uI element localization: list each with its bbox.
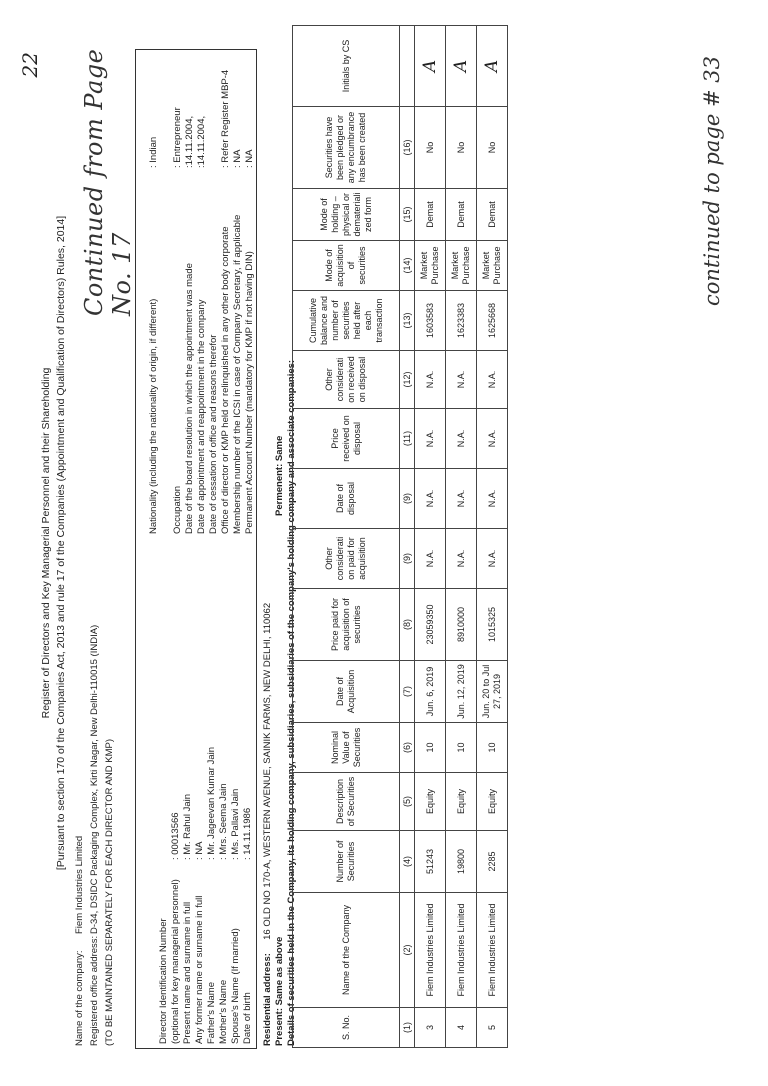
detail-label: Date of the board resolution in which the appointment was made: [184, 263, 195, 534]
cell-description: Equity: [415, 773, 446, 831]
cell-other-paid: N.A.: [446, 529, 477, 589]
office-label: Registered office address:: [89, 935, 100, 1046]
column-number: (14): [400, 241, 415, 291]
column-number: (2): [400, 893, 415, 1008]
director-details-box: [135, 49, 257, 1049]
cell-price-paid: 8910000: [446, 589, 477, 661]
detail-label: Mother's Name: [218, 979, 229, 1044]
detail-label: (optional for key managerial personnel): [170, 879, 181, 1044]
register-title: Register of Directors and Key Managerial Personnel and their Shareholding: [40, 367, 52, 719]
column-number: (5): [400, 773, 415, 831]
detail-label: Membership number of the ICSI in case of Company Secretary, if applicable: [232, 214, 243, 534]
detail-label: Date of appointment and reappointment in the company: [196, 299, 207, 534]
detail-value: :14.11.2004,: [184, 115, 195, 168]
director-right-values: [148, 70, 256, 168]
cell-price-paid: 1015325: [477, 589, 508, 661]
detail-value: : Mr. Rahul Jain: [182, 794, 193, 860]
column-header: S. No.: [293, 1008, 400, 1048]
cell-mode-acq: Market Purchase: [446, 241, 477, 291]
column-header: Name of the Company: [293, 893, 400, 1008]
detail-value: : Refer Register MBP-4: [220, 69, 231, 168]
column-header: Description of Securities: [293, 773, 400, 831]
cell-cumulative: 1625668: [477, 291, 508, 351]
cell-other-received: N.A.: [446, 351, 477, 409]
cell-date-acq: Jun. 12, 2019: [446, 661, 477, 723]
detail-value: [160, 70, 172, 168]
director-left-labels: [158, 879, 254, 1044]
cell-date-acq: Jun. 20 to Jul 27, 2019: [477, 661, 508, 723]
securities-details-label: Details of securities held in the Company, its holding company, subsidiaries, subsidiaries of the company's holding company and associate companies:: [286, 359, 297, 1046]
cell-company: Fiem Industries Limited: [415, 893, 446, 1008]
cell-other-paid: N.A.: [477, 529, 508, 589]
column-number: (7): [400, 661, 415, 723]
detail-value: : Indian: [148, 136, 159, 168]
column-number: (6): [400, 723, 415, 773]
cell-date-disposal: N.A.: [477, 469, 508, 529]
company-info: [72, 625, 117, 1046]
column-header: Mode of holding – physical or demateriali zed form: [293, 189, 400, 241]
column-number: (9): [400, 529, 415, 589]
column-header: Mode of acquisition of securities: [293, 241, 400, 291]
handwritten-continued-from: Continued from Page No. 17: [80, 48, 136, 316]
detail-label: Date of birth: [242, 992, 253, 1044]
detail-value: : 14.11.1986: [242, 807, 253, 860]
cell-sno: 3: [415, 1008, 446, 1048]
column-number: (8): [400, 589, 415, 661]
cell-pledged: No: [446, 107, 477, 189]
register-subtitle: [Pursuant to section 170 of the Companies Act, 2013 and rule 17 of the Companies (Appointment and Qualification of Directors) Rules, 2014]: [55, 215, 67, 871]
column-header: Initials by CS: [293, 26, 400, 107]
director-right-labels: [148, 215, 256, 534]
detail-label: Spouse's Name (If married): [230, 928, 241, 1044]
column-header: Date of Acquisition: [293, 661, 400, 723]
detail-value: :14.11.2004,: [196, 115, 207, 168]
column-header: Price received on disposal: [293, 409, 400, 469]
cell-company: Fiem Industries Limited: [477, 893, 508, 1008]
page-number: 22: [18, 52, 42, 78]
company-name-label: Name of the company:: [74, 950, 85, 1046]
present-address: Present: Same as above: [274, 936, 285, 1046]
securities-table: [292, 25, 508, 1048]
cell-date-disposal: N.A.: [415, 469, 446, 529]
company-name-value: Fiem Industries Limited: [74, 835, 85, 934]
detail-value: : Mr. Jageevan Kumar Jain: [206, 747, 217, 860]
cell-initials-signature: A: [415, 26, 446, 107]
detail-value: [158, 747, 170, 860]
detail-label: Permanent Account Number (mandatory for KMP if not having DIN): [244, 251, 255, 534]
detail-value: : NA: [232, 149, 243, 168]
detail-value: : 00013566: [170, 812, 181, 860]
cell-price-received: N.A.: [415, 409, 446, 469]
column-header: Date of disposal: [293, 469, 400, 529]
detail-value: : Entrepreneur: [172, 107, 183, 168]
cell-mode-acq: Market Purchase: [415, 241, 446, 291]
cell-pledged: No: [477, 107, 508, 189]
cell-nominal: 10: [446, 723, 477, 773]
column-header: Other considerati on paid for acquisition: [293, 529, 400, 589]
detail-label: Office of director or KMP held or relinquished in any other body corporate: [220, 226, 231, 534]
detail-value: : Ms. Pallavi Jain: [230, 788, 241, 860]
detail-value: : NA: [244, 149, 255, 168]
cell-mode-acq: Market Purchase: [477, 241, 508, 291]
cell-other-paid: N.A.: [415, 529, 446, 589]
office-value: D-34, DSIDC Packaging Complex, Kirti Nagar, New Delhi-110015 (INDIA): [89, 624, 100, 934]
table-row: [477, 26, 508, 1048]
column-header: Cumulative balance and number of securities held after each transaction: [293, 291, 400, 351]
cell-mode-holding: Demat: [415, 189, 446, 241]
maintenance-note: (TO BE MAINTAINED SEPARATELY FOR EACH DIRECTOR AND KMP): [104, 738, 115, 1046]
column-number: (1): [400, 1008, 415, 1048]
cell-other-received: N.A.: [477, 351, 508, 409]
cell-date-disposal: N.A.: [446, 469, 477, 529]
cell-number: 19800: [446, 831, 477, 893]
column-header: Number of Securities: [293, 831, 400, 893]
cell-mode-holding: Demat: [446, 189, 477, 241]
column-header: Nominal Value of Securities: [293, 723, 400, 773]
detail-label: Date of cessation of office and reasons therefor: [208, 334, 219, 534]
detail-value: : Mrs. Seema Jain: [218, 783, 229, 860]
column-number: (15): [400, 189, 415, 241]
residential-label: Residential address:: [262, 953, 273, 1046]
cell-date-acq: Jun. 6, 2019: [415, 661, 446, 723]
residential-address: 16 OLD NO 170-A, WESTERN AVENUE, SAINIK FARMS, NEW DELHI, 110062: [262, 602, 273, 940]
cell-nominal: 10: [477, 723, 508, 773]
column-header: Other considerati on received on disposal: [293, 351, 400, 409]
cell-sno: 5: [477, 1008, 508, 1048]
cell-mode-holding: Demat: [477, 189, 508, 241]
column-number: (9): [400, 469, 415, 529]
detail-value: : NA: [194, 841, 205, 860]
detail-label: Director Identification Number: [158, 918, 169, 1044]
cell-price-received: N.A.: [446, 409, 477, 469]
cell-number: 2285: [477, 831, 508, 893]
cell-initials-signature: A: [446, 26, 477, 107]
cell-price-paid: 23059350: [415, 589, 446, 661]
column-number: [400, 26, 415, 107]
column-header: Price paid for acquisition of securities: [293, 589, 400, 661]
column-number: (11): [400, 409, 415, 469]
detail-label: Present name and surname in full: [182, 901, 193, 1044]
cell-price-received: N.A.: [477, 409, 508, 469]
column-number-row: [400, 26, 415, 1048]
permanent-address: Permenent: Same: [274, 435, 285, 516]
table-row: [415, 26, 446, 1048]
column-number: (13): [400, 291, 415, 351]
detail-label: Any former name or surname in full: [194, 895, 205, 1044]
detail-label: Father's Name: [206, 981, 217, 1044]
detail-value: [208, 70, 220, 168]
cell-number: 51243: [415, 831, 446, 893]
table-header-row: [293, 26, 400, 1048]
handwritten-continued-to: continued to page # 33: [700, 56, 724, 306]
cell-description: Equity: [477, 773, 508, 831]
detail-label: Nationality (including the nationality of origin, if different): [148, 298, 159, 534]
cell-sno: 4: [446, 1008, 477, 1048]
director-left-values: [158, 747, 254, 860]
detail-label: Occupation: [172, 485, 183, 534]
cell-pledged: No: [415, 107, 446, 189]
cell-initials-signature: A: [477, 26, 508, 107]
column-number: (12): [400, 351, 415, 409]
cell-other-received: N.A.: [415, 351, 446, 409]
cell-company: Fiem Industries Limited: [446, 893, 477, 1008]
cell-cumulative: 1603583: [415, 291, 446, 351]
cell-nominal: 10: [415, 723, 446, 773]
detail-label: [160, 215, 172, 534]
column-number: (16): [400, 107, 415, 189]
column-number: (4): [400, 831, 415, 893]
column-header: Securities have been pledged or any encumbrance has been created: [293, 107, 400, 189]
cell-cumulative: 1623383: [446, 291, 477, 351]
table-row: [446, 26, 477, 1048]
cell-description: Equity: [446, 773, 477, 831]
